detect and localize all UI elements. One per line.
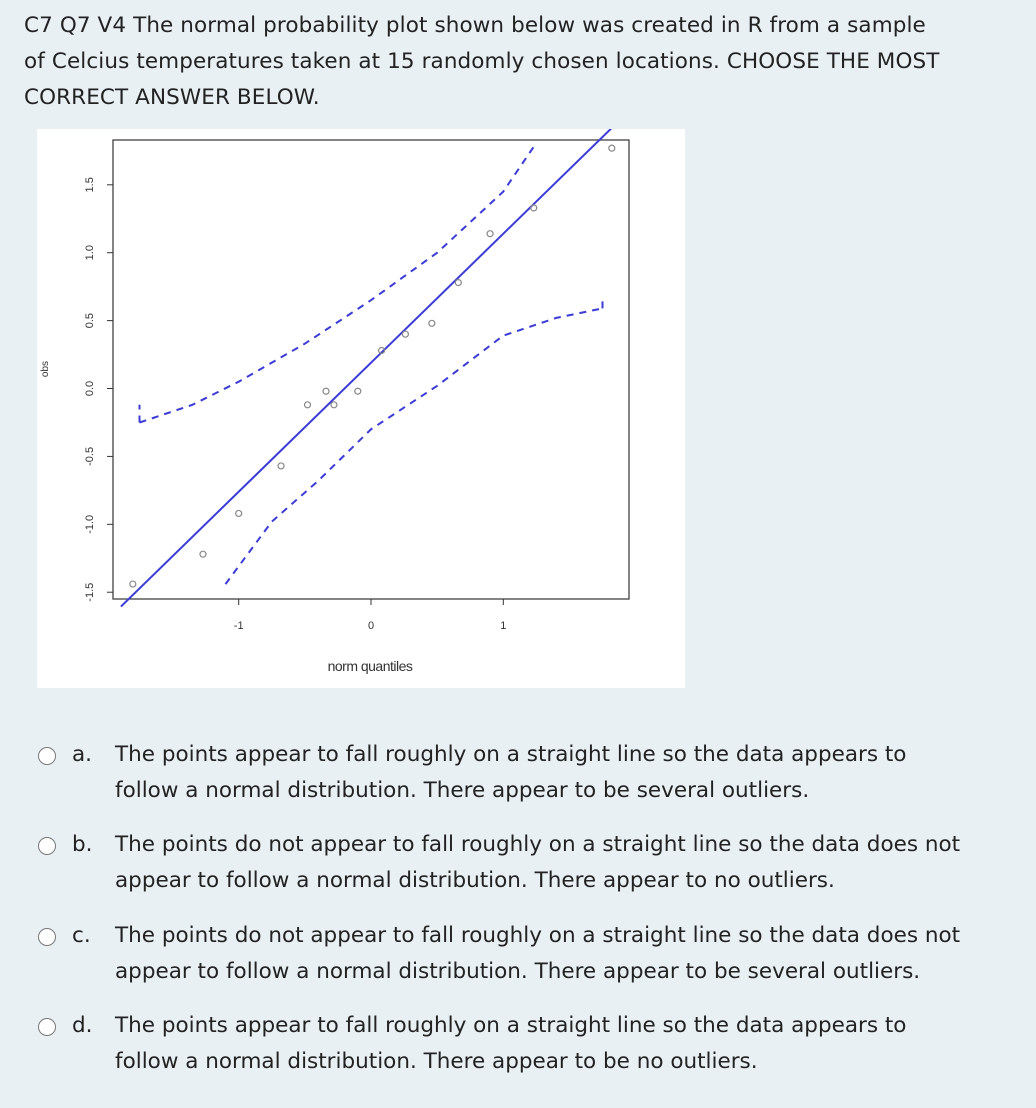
y-axis-label: obs [40,360,51,378]
data-point [429,320,435,326]
option-line: The points appear to fall roughly on a straight line so the data appears to [115,742,907,767]
data-point [487,231,493,237]
x-axis-label: norm quantiles [327,658,413,674]
y-tick-label: 0.0 [84,380,96,397]
y-tick-label: 1.0 [84,245,96,261]
option-line: The points do not appear to fall roughly on a straight line so the data does not [115,832,961,857]
normal-probability-plot [37,129,685,688]
option-line: follow a normal distribution. There appear to be no outliers. [115,1049,758,1074]
radio-button[interactable] [38,837,56,855]
option-line: appear to follow a normal distribution. There appear to no outliers. [115,868,835,893]
option-a[interactable] [38,742,1023,825]
x-tick-label: 1 [500,620,507,632]
data-point [455,280,461,286]
y-tick-label: -1.0 [84,514,96,534]
data-point [236,510,242,516]
lower-confidence-band [226,308,603,584]
option-b[interactable] [38,832,1023,915]
radio-button[interactable] [38,928,56,946]
data-point [130,581,136,587]
plot-frame [113,140,629,599]
option-letter: a. [72,742,93,767]
qq-plot-svg [37,129,685,688]
question-line: of Celcius temperatures taken at 15 randomly chosen locations. CHOOSE THE MOST [24,49,940,74]
question-text [24,8,1014,116]
option-line: The points do not appear to fall roughly on a straight line so the data does not [115,923,961,948]
reference-line [121,129,629,607]
data-point [402,331,408,337]
option-line: appear to follow a normal distribution. There appear to be several outliers. [115,959,921,984]
option-text [115,918,1023,990]
option-line: follow a normal distribution. There appear to be several outliers. [115,778,810,803]
radio-button[interactable] [38,747,56,765]
data-point [278,463,284,469]
y-tick-label: -0.5 [84,446,96,466]
option-line: The points appear to fall roughly on a straight line so the data appears to [115,1013,907,1038]
option-text [115,1008,1023,1080]
option-text [115,737,1023,809]
data-point [323,388,329,394]
data-point [531,205,537,211]
question-line: CORRECT ANSWER BELOW. [24,85,320,110]
y-axis [84,177,113,602]
option-letter: c. [72,923,91,948]
data-point [355,388,361,394]
upper-confidence-band [140,147,534,423]
data-points [130,145,615,587]
data-point [304,402,310,408]
radio-button[interactable] [38,1018,56,1036]
data-point [200,551,206,557]
x-tick-label: 0 [367,620,375,632]
option-letter: d. [72,1013,93,1038]
y-tick-label: 0.5 [84,312,96,329]
qq-reference-line [121,129,629,607]
option-c[interactable] [38,923,1023,1006]
x-tick-label: -1 [233,620,244,632]
confidence-band [140,147,603,584]
y-tick-label: -1.5 [84,582,96,602]
option-d[interactable] [38,1013,1023,1096]
data-point [331,402,337,408]
option-letter: b. [72,832,93,857]
y-tick-label: 1.5 [84,177,96,193]
option-text [115,827,1023,899]
x-axis [234,599,507,632]
question-line: C7 Q7 V4 The normal probability plot shown below was created in R from a sample [24,13,926,38]
data-point [609,145,615,151]
